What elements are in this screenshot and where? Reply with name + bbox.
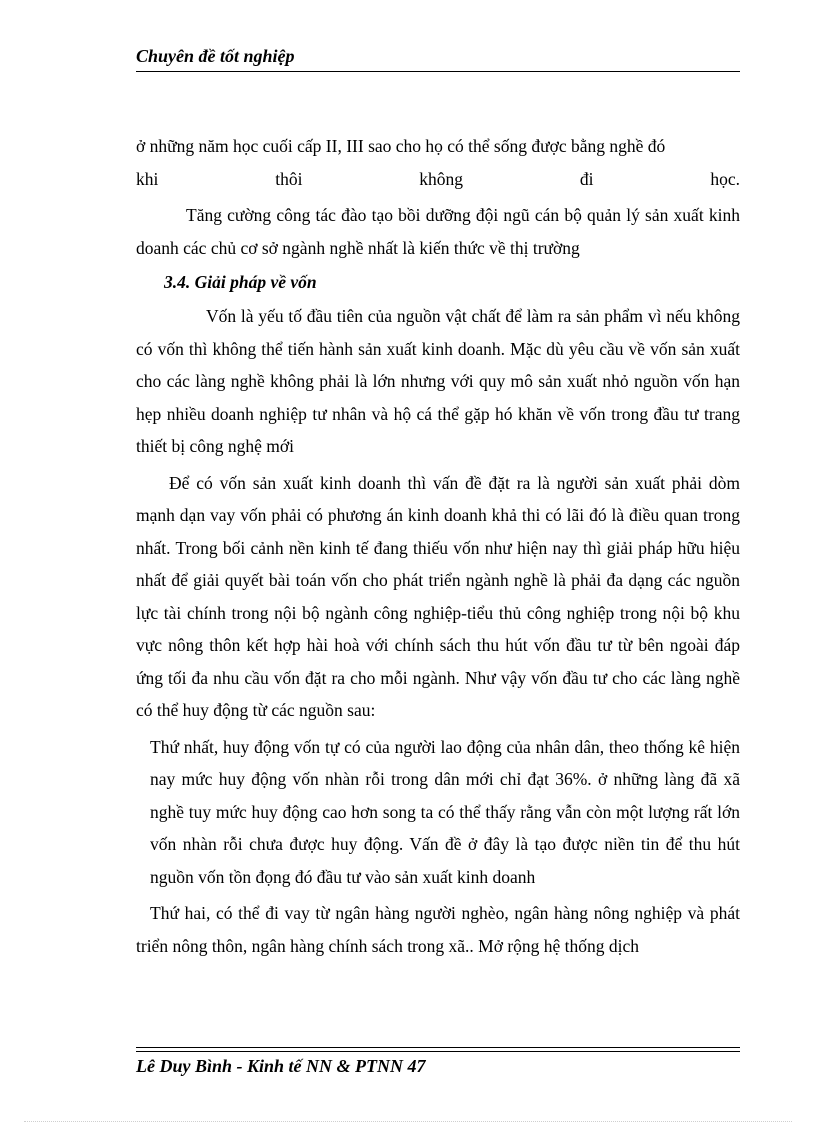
body-text (136, 130, 740, 962)
paragraph-6: Thứ hai, có thể đi vay từ ngân hàng người nghèo, ngân hàng nông nghiệp và phát triển nông thôn, ngân hàng chính sách trong xã.. Mở rộng hệ thống dịch (136, 903, 740, 956)
page-edge (24, 1121, 792, 1122)
paragraph-4: Để có vốn sản xuất kinh doanh thì vấn đề đặt ra là người sản xuất phải dòm mạnh dạn vay vốn phải có phương án kinh doanh khả thi có lãi đó là điều quan trong nhất. Trong bối cảnh nền kinh tế đang thiếu vốn như hiện nay thì giải pháp hữu hiệu nhất để giải quyết bài toán vốn cho phát triển ngành nghề là phải đa dạng các nguồn lực tài chính trong nội bộ ngành công nghiệp-tiểu thủ công nghiệp trong nội bộ khu vực nông thôn kết hợp hài hoà với chính sách thu hút vốn đầu tư từ bên ngoài đáp ứng tối đa nhu cầu vốn đặt ra cho mỗi ngành. Như vậy vốn đầu tư cho các làng nghề có thể huy động từ các nguồn sau: (136, 472, 740, 720)
paragraph-1-line-2: khi thôi không đi học. (136, 168, 740, 189)
header-title: Chuyên đề tốt nghiệp (136, 46, 295, 66)
paragraph-2: Tăng cường công tác đào tạo bồi dưỡng đội ngũ cán bộ quản lý sản xuất kinh doanh các chủ cơ sở ngành nghề nhất là kiến thức về thị trường (136, 205, 740, 258)
section-heading: 3.4. Giải pháp về vốn (164, 272, 317, 292)
footer-author: Lê Duy Bình - Kinh tế NN & PTNN 47 (136, 1056, 426, 1076)
header-rule (136, 71, 740, 72)
paragraph-1-line-1: ở những năm học cuối cấp II, III sao cho họ có thể sống được bằng nghề đó (136, 136, 666, 156)
paragraph-3: Vốn là yếu tố đầu tiên của nguồn vật chất để làm ra sản phẩm vì nếu không có vốn thì không thể tiến hành sản xuất kinh doanh. Mặc dù yêu cầu về vốn sản xuất cho các làng nghề không phải là lớn nhưng với quy mô sản xuất nhỏ nguồn vốn hạn hẹp nhiều doanh nghiệp tư nhân và hộ cá thể gặp hó khăn về vốn trong đầu tư trang thiết bị công nghệ mới (136, 306, 740, 456)
footer-rule-top (136, 1047, 740, 1048)
footer-rule-bottom (136, 1051, 740, 1052)
paragraph-5: Thứ nhất, huy động vốn tự có của người lao động của nhân dân, theo thống kê hiện nay mức huy động vốn nhàn rỗi trong dân mới chỉ đạt 36%. ở những làng đã xã nghề tuy mức huy động cao hơn song ta có thể thấy rằng vẫn còn một lượng rất lớn vốn nhàn rỗi chưa được huy động. Vấn đề ở đây là tạo được niền tin để thu hút nguồn vốn tồn đọng đó đầu tư vào sản xuất kinh doanh (150, 736, 740, 887)
